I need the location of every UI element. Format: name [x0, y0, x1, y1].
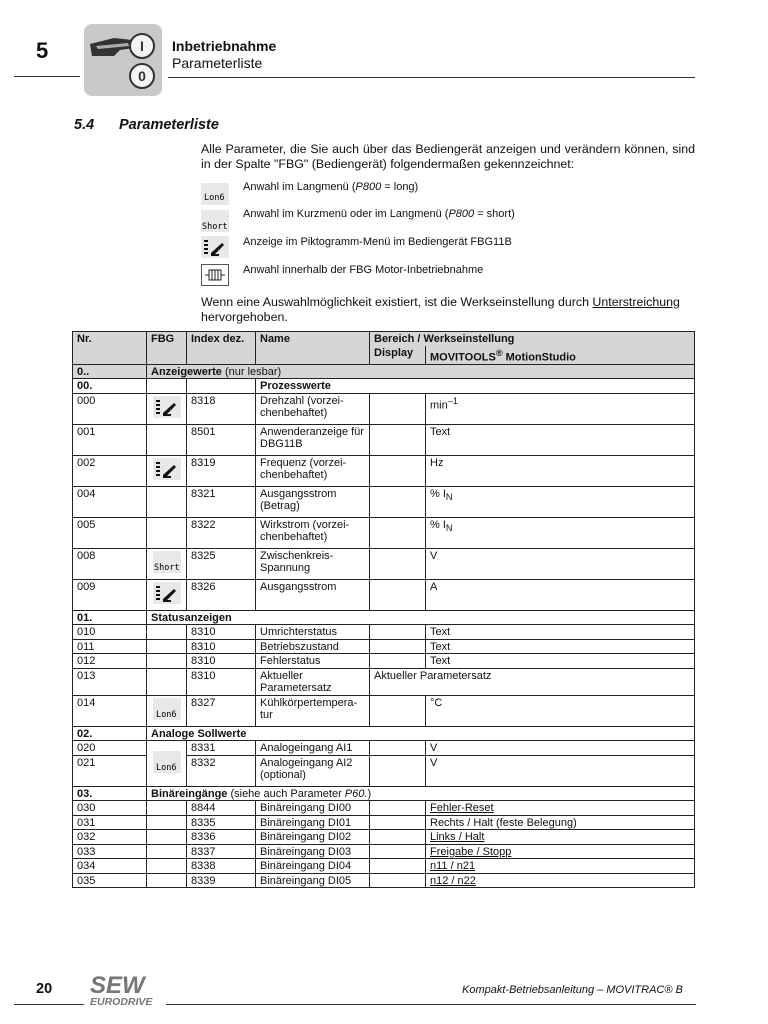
long-menu-icon-label: Lon6 — [204, 193, 225, 203]
table-row: 012 8310 Fehlerstatus Text — [73, 654, 695, 669]
table-row: 000 8318 Drehzahl (vorzei-chenbehaftet) $\min^{-1}$ — [73, 393, 695, 424]
short-menu-icon — [147, 548, 187, 579]
col-index-header: Index dez. — [187, 332, 256, 365]
table-row: 032 8336 Binäreingang DI02 Links / Halt — [73, 830, 695, 845]
icon-off-label: 0 — [138, 68, 146, 84]
subgroup-row: 00. Prozesswerte — [73, 379, 695, 394]
short-menu-icon-label: Short — [202, 222, 228, 232]
table-row: 001 8501 Anwenderanzeige für DBG11B Text — [73, 424, 695, 455]
group-row: 0.. Anzeigewerte (nur lesbar) — [73, 364, 695, 379]
svg-text:EURODRIVE: EURODRIVE — [90, 996, 153, 1006]
header-title: Inbetriebnahme — [172, 38, 277, 54]
header-rule-right — [168, 77, 695, 78]
default-setting-note: Wenn eine Auswahlmöglichkeit existiert, ist die Werkseinstellung durch Unterstreichung hervorgehoben. — [201, 295, 680, 324]
table-row: 009 8326 Ausgangsstrom A — [73, 579, 695, 610]
col-nr-header: Nr. — [73, 332, 147, 365]
table-row: 011 8310 Betriebszustand Text — [73, 639, 695, 654]
legend-pictogram: Anzeige im Piktogramm-Menü im Bediengerät FBG11B — [243, 236, 512, 248]
motor-commissioning-icon — [201, 264, 229, 286]
col-movitools-header: MOVITOOLS® MotionStudio — [426, 346, 695, 365]
table-row: 031 8335 Binäreingang DI01 Rechts / Halt (feste Belegung) — [73, 815, 695, 830]
pictogram-menu-icon — [147, 455, 187, 486]
header-rule-left — [14, 76, 80, 77]
section-number: 5.4 — [74, 117, 95, 133]
table-row: 008 Short 8325 Zwischenkreis-Spannung V — [73, 548, 695, 579]
legend-long: Anwahl im Langmenü (P800 = long) — [243, 181, 419, 193]
svg-text:SEW: SEW — [90, 972, 145, 999]
footer-rule-left — [14, 1004, 84, 1005]
sew-eurodrive-logo — [88, 972, 164, 1006]
col-range-header: Bereich / Werkseinstellung — [370, 332, 695, 346]
document-title: Kompakt-Betriebsanleitung – MOVITRAC® B — [462, 984, 683, 996]
svg-text:Short: Short — [153, 562, 180, 573]
short-menu-icon — [201, 210, 229, 232]
subgroup-row: 02. Analoge Sollwerte — [73, 726, 695, 741]
icon-on-label: I — [140, 38, 144, 54]
table-row: 021 8332 Analogeingang AI2 (optional) V — [73, 755, 695, 786]
table-row: 030 8844 Binäreingang DI00 Fehler-Reset — [73, 801, 695, 816]
page-number: 20 — [36, 981, 53, 997]
header-subtitle: Parameterliste — [172, 55, 263, 71]
table-row: 033 8337 Binäreingang DI03 Freigabe / Stopp — [73, 844, 695, 859]
legend-motor: Anwahl innerhalb der FBG Motor-Inbetriebnahme — [243, 264, 484, 276]
chapter-icon — [84, 24, 162, 96]
table-row: 034 8338 Binäreingang DI04 n11 / n21 — [73, 859, 695, 874]
col-display-header: Display — [370, 346, 426, 365]
subgroup-row: 03. Binäreingänge (siehe auch Parameter P60.) — [73, 786, 695, 801]
col-fbg-header: FBG — [147, 332, 187, 365]
table-row: 005 8322 Wirkstrom (vorzei-chenbehaftet) % $I_N$ — [73, 517, 695, 548]
pictogram-menu-icon — [147, 579, 187, 610]
table-row: 010 8310 Umrichterstatus Text — [73, 625, 695, 640]
table-row: 035 8339 Binäreingang DI05 n12 / n22 — [73, 873, 695, 888]
col-name-header: Name — [256, 332, 370, 365]
section-title: Parameterliste — [119, 117, 219, 133]
long-menu-icon — [201, 183, 229, 205]
svg-text:Lon6: Lon6 — [155, 709, 176, 720]
footer-rule-right — [166, 1004, 696, 1005]
table-row: 002 8319 Frequenz (vorzei-chenbehaftet) Hz — [73, 455, 695, 486]
table-row: 013 8310 Aktueller Parametersatz Aktueller Parametersatz — [73, 668, 695, 695]
svg-text:Lon6: Lon6 — [155, 762, 176, 773]
subgroup-row: 01. Statusanzeigen — [73, 610, 695, 625]
parameter-table — [72, 331, 695, 888]
long-menu-icon — [147, 695, 187, 726]
legend-short: Anwahl im Kurzmenü oder im Langmenü (P800 = short) — [243, 208, 515, 220]
table-row: 020 Lon6 8331 Analogeingang AI1 V — [73, 741, 695, 756]
section-intro: Alle Parameter, die Sie auch über das Bediengerät anzeigen und verändern können, sind in der Spalte "FBG" (Bediengerät) folgendermaßen gekennzeichnet: — [201, 142, 695, 171]
pictogram-menu-icon — [147, 393, 187, 424]
table-row: 014 Lon6 8327 Kühlkörpertempera-tur °C — [73, 695, 695, 726]
pictogram-menu-icon — [201, 236, 229, 258]
commissioning-hand-icon — [84, 24, 162, 96]
long-menu-icon — [147, 741, 187, 787]
table-row: 004 8321 Ausgangsstrom (Betrag) % $I_N$ — [73, 486, 695, 517]
chapter-number: 5 — [36, 38, 49, 63]
